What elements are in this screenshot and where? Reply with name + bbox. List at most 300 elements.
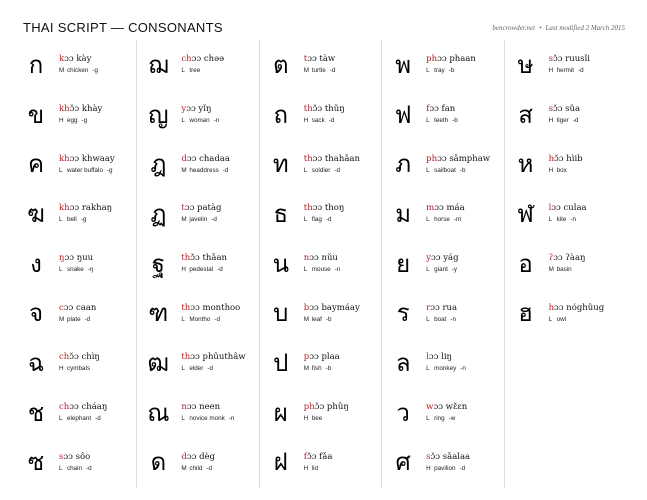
final-sound: -n xyxy=(213,117,220,125)
final-sound: -d xyxy=(95,415,101,423)
initial-sound: f xyxy=(303,451,307,462)
initial-sound: p xyxy=(303,352,310,363)
initial-sound: s xyxy=(59,451,64,462)
initial-sound: r xyxy=(426,302,431,313)
tone-class: L xyxy=(59,166,63,174)
letter-name xyxy=(59,402,107,413)
final-sound: -d xyxy=(334,166,340,174)
gloss: leaf xyxy=(311,315,322,323)
consonant-info xyxy=(304,203,345,224)
consonant-info xyxy=(59,154,115,175)
letter-name-rest: ɔ̌ɔ hìib xyxy=(554,153,583,164)
thai-letter: ห xyxy=(517,150,534,179)
letter-name-rest: ɔɔ patàg xyxy=(184,203,222,214)
tone-class: M xyxy=(59,315,65,323)
final-sound: -b xyxy=(459,166,466,174)
letter-meta xyxy=(304,414,349,423)
final-sound: -b xyxy=(325,315,332,323)
thai-letter: ส xyxy=(518,100,533,129)
thai-letter: ฏ xyxy=(150,199,167,228)
thai-letter: ษ xyxy=(517,50,534,79)
tone-class: L xyxy=(548,216,553,224)
initial-sound: ph xyxy=(303,402,315,413)
consonant-info xyxy=(426,303,457,324)
consonant-info xyxy=(304,303,360,324)
consonant-column xyxy=(505,40,627,488)
consonant-info xyxy=(426,452,470,473)
consonant-info xyxy=(59,54,98,75)
consonant-info xyxy=(426,203,464,224)
thai-letter: บ xyxy=(273,299,289,328)
letter-name-rest: ɔ̌ɔ thǔŋ xyxy=(312,104,345,115)
thai-letter: ฆ xyxy=(27,199,45,228)
initial-sound: ph xyxy=(426,153,438,164)
letter-name-rest: ɔ̌ɔ thǎan xyxy=(190,253,228,264)
letter-meta xyxy=(549,66,590,75)
final-sound: -ŋ xyxy=(87,266,94,274)
initial-sound: th xyxy=(303,203,313,214)
gloss: Montho xyxy=(189,315,211,323)
gloss: boat xyxy=(434,315,447,323)
consonant-info xyxy=(59,303,96,324)
consonant-cell xyxy=(382,90,503,140)
consonant-info xyxy=(181,54,224,75)
initial-sound: y xyxy=(181,104,187,115)
final-sound: -w xyxy=(448,415,456,423)
final-sound: -d xyxy=(217,266,223,274)
initial-sound: th xyxy=(181,302,191,313)
gloss: snake xyxy=(67,266,84,274)
consonant-cell xyxy=(382,438,503,488)
credit-separator: • xyxy=(539,24,542,32)
initial-sound: th xyxy=(181,352,191,363)
consonant-cell xyxy=(260,239,381,289)
letter-meta xyxy=(549,265,586,274)
letter-meta xyxy=(59,116,102,125)
letter-meta xyxy=(549,166,583,175)
consonant-cell xyxy=(15,438,136,488)
consonant-info xyxy=(181,154,230,175)
consonant-info xyxy=(549,303,605,324)
gloss: lid xyxy=(311,464,319,472)
letter-meta xyxy=(181,464,215,473)
thai-letter: น xyxy=(272,249,289,278)
gloss: woman xyxy=(189,117,210,125)
gloss: sailboat xyxy=(434,166,456,174)
tone-class: L xyxy=(303,266,308,274)
tone-class: H xyxy=(303,415,309,423)
thai-letter: ธ xyxy=(273,199,289,228)
consonant-info xyxy=(549,203,587,224)
thai-letter: จ xyxy=(28,299,44,328)
consonant-info xyxy=(304,104,345,125)
final-sound: -d xyxy=(459,464,466,472)
initial-sound: d xyxy=(181,451,187,462)
letter-meta xyxy=(549,116,581,125)
consonant-column xyxy=(15,40,137,488)
gloss: basin xyxy=(556,266,572,274)
initial-sound: h xyxy=(548,153,555,164)
gloss: elephant xyxy=(67,415,92,423)
consonant-cell xyxy=(260,139,381,189)
consonant-cell xyxy=(382,388,503,438)
letter-name-rest: ɔɔ caan xyxy=(63,302,97,313)
letter-name xyxy=(59,54,98,65)
consonant-cell xyxy=(382,338,503,388)
consonant-cell xyxy=(260,338,381,388)
letter-name-rest: ɔɔ ʔàaŋ xyxy=(553,253,586,264)
letter-name xyxy=(59,154,115,165)
final-sound: -b xyxy=(452,117,458,125)
final-sound: -n xyxy=(570,216,576,224)
thai-letter: ย xyxy=(396,249,411,278)
gloss: tree xyxy=(189,67,201,75)
gloss: horse xyxy=(434,216,450,224)
initial-sound: s xyxy=(548,54,553,65)
letter-meta xyxy=(426,315,457,324)
thai-letter: ท xyxy=(272,150,289,179)
consonant-cell xyxy=(260,90,381,140)
consonant-cell xyxy=(382,139,503,189)
thai-letter: ม xyxy=(395,199,412,228)
tone-class: H xyxy=(548,117,554,125)
initial-sound: ch xyxy=(59,352,70,363)
consonant-cell xyxy=(505,139,627,189)
initial-sound: ŋ xyxy=(59,253,65,264)
final-sound: -d xyxy=(206,464,212,472)
tone-class: H xyxy=(59,117,64,125)
consonant-cell xyxy=(382,288,503,338)
consonant-info xyxy=(304,402,349,423)
initial-sound: s xyxy=(548,104,553,115)
initial-sound: h xyxy=(548,302,555,313)
final-sound: -n xyxy=(334,266,341,274)
gloss: bee xyxy=(311,415,323,423)
letter-name xyxy=(59,352,100,363)
letter-name xyxy=(304,54,336,65)
letter-meta xyxy=(59,265,93,274)
letter-meta xyxy=(304,66,336,75)
site-link[interactable]: bencrowder.net xyxy=(492,24,536,32)
tone-class: M xyxy=(181,166,187,174)
consonant-cell xyxy=(15,338,136,388)
initial-sound: n xyxy=(181,402,187,413)
letter-name xyxy=(426,253,458,264)
tone-class: H xyxy=(426,464,431,472)
gloss: teeth xyxy=(434,117,449,125)
gloss: javelin xyxy=(189,216,208,224)
final-sound: -g xyxy=(106,166,113,174)
consonant-info xyxy=(426,402,467,423)
tone-class: L xyxy=(426,266,430,274)
letter-name-rest: ɔɔ wɛ̌ɛn xyxy=(433,402,468,413)
initial-sound: ph xyxy=(426,54,438,65)
thai-letter: พ xyxy=(395,50,412,79)
letter-name-rest: ɔɔ kày xyxy=(64,54,92,65)
letter-name xyxy=(181,104,219,115)
letter-name-rest: ɔɔ cháaŋ xyxy=(69,402,108,413)
final-sound: -n xyxy=(460,365,466,373)
gloss: tiger xyxy=(556,117,569,125)
letter-name-rest: ɔɔ máa xyxy=(434,203,465,214)
consonant-cell xyxy=(137,139,258,189)
letter-meta xyxy=(426,66,476,75)
final-sound: -d xyxy=(329,67,336,75)
thai-letter: ฌ xyxy=(148,50,169,79)
gloss: plate xyxy=(67,315,81,323)
consonant-cell xyxy=(260,388,381,438)
consonant-cell xyxy=(260,189,381,239)
letter-name xyxy=(549,253,586,264)
letter-name xyxy=(304,203,345,214)
letter-name xyxy=(304,452,333,463)
tone-class: L xyxy=(181,415,185,423)
final-sound: -d xyxy=(86,464,92,472)
consonant-cell xyxy=(137,90,258,140)
letter-name-rest: ɔɔ culaa xyxy=(551,203,587,214)
consonant-cell xyxy=(505,40,627,90)
final-sound: -g xyxy=(80,216,87,224)
consonant-cell xyxy=(260,40,381,90)
gloss: bell xyxy=(67,216,77,224)
letter-name-rest: ɔɔ plaa xyxy=(309,352,340,363)
letter-name-rest: ɔɔ neen xyxy=(186,402,221,413)
thai-letter: ถ xyxy=(273,100,289,129)
initial-sound: s xyxy=(426,451,431,462)
gloss: monkey xyxy=(434,365,457,373)
letter-name-rest: ɔ̌ɔ chìŋ xyxy=(69,352,100,363)
gloss: mouse xyxy=(311,266,331,274)
gloss: water buffalo xyxy=(67,166,103,174)
initial-sound: th xyxy=(303,153,313,164)
thai-letter: ญ xyxy=(148,100,169,129)
letter-meta xyxy=(59,215,112,224)
letter-name xyxy=(181,253,227,264)
gloss: pedestal xyxy=(189,266,214,274)
consonant-cell xyxy=(260,438,381,488)
consonant-info xyxy=(59,253,93,274)
letter-name xyxy=(549,203,587,214)
initial-sound: ʔ xyxy=(548,253,554,264)
consonant-column xyxy=(382,40,504,488)
tone-class: L xyxy=(303,166,308,174)
consonant-cell xyxy=(505,239,627,289)
thai-letter: ฉ xyxy=(27,348,45,377)
consonant-info xyxy=(181,253,227,274)
final-sound: -d xyxy=(211,216,217,224)
initial-sound: kh xyxy=(59,153,70,164)
tone-class: H xyxy=(181,266,186,274)
letter-meta xyxy=(426,364,466,373)
gloss: owl xyxy=(556,315,567,323)
tone-class: M xyxy=(548,266,554,274)
letter-meta xyxy=(304,215,345,224)
letter-name xyxy=(549,154,583,165)
final-sound: -d xyxy=(572,117,579,125)
letter-meta xyxy=(426,265,458,274)
thai-letter: ร xyxy=(396,299,410,328)
gloss: box xyxy=(556,166,567,174)
letter-name xyxy=(304,104,345,115)
consonant-info xyxy=(181,104,219,125)
thai-letter: ต xyxy=(272,50,289,79)
letter-name xyxy=(304,352,340,363)
final-sound: -y xyxy=(451,266,458,274)
thai-letter: ฐ xyxy=(151,249,166,278)
consonant-info xyxy=(426,352,466,373)
initial-sound: ch xyxy=(181,54,192,65)
initial-sound: ch xyxy=(59,402,70,413)
letter-name xyxy=(426,303,457,314)
consonant-info xyxy=(426,54,476,75)
letter-meta xyxy=(59,315,96,324)
letter-meta xyxy=(304,464,333,473)
tone-class: L xyxy=(426,117,430,125)
letter-name-rest: ɔɔ sôo xyxy=(63,451,91,462)
letter-name-rest: ɔɔ phûuthâw xyxy=(190,352,246,363)
letter-name-rest: ɔɔ rua xyxy=(430,302,458,313)
thai-letter: อ xyxy=(518,249,533,278)
tone-class: M xyxy=(59,67,65,75)
letter-name xyxy=(181,54,224,65)
gloss: flag xyxy=(311,216,322,224)
consonant-column xyxy=(137,40,259,488)
consonant-cell xyxy=(15,388,136,438)
thai-letter: ง xyxy=(30,249,42,278)
initial-sound: kh xyxy=(59,104,70,115)
letter-name xyxy=(181,402,234,413)
letter-meta xyxy=(59,66,98,75)
final-sound: -b xyxy=(448,67,455,75)
letter-name xyxy=(304,154,360,165)
letter-meta xyxy=(304,116,345,125)
thai-letter: ด xyxy=(150,448,167,477)
tone-class: H xyxy=(548,166,554,174)
consonant-cell xyxy=(505,189,627,239)
initial-sound: f xyxy=(426,104,430,115)
initial-sound: w xyxy=(426,402,434,413)
consonant-info xyxy=(59,452,92,473)
letter-meta xyxy=(304,265,341,274)
letter-name-rest: ɔ̌ɔ sǔa xyxy=(552,104,581,115)
credit-line xyxy=(488,24,625,32)
tone-class: M xyxy=(181,216,187,224)
consonant-cell xyxy=(382,239,503,289)
gloss: tray xyxy=(434,67,445,75)
thai-letter: ก xyxy=(28,50,44,79)
letter-name-rest: ɔɔ fan xyxy=(429,104,456,115)
tone-class: M xyxy=(303,315,310,323)
thai-letter: ภ xyxy=(395,150,412,179)
letter-name xyxy=(59,303,96,314)
tone-class: M xyxy=(181,464,187,472)
letter-meta xyxy=(181,315,240,324)
letter-name-rest: ɔɔ dèg xyxy=(186,451,215,462)
consonant-info xyxy=(59,352,100,373)
consonant-info xyxy=(304,54,336,75)
letter-meta xyxy=(59,166,115,175)
gloss: chicken xyxy=(67,67,89,75)
letter-name xyxy=(181,203,221,214)
tone-class: L xyxy=(59,216,63,224)
gloss: sack xyxy=(311,117,325,125)
final-sound: -d xyxy=(325,216,332,224)
tone-class: H xyxy=(548,67,554,75)
initial-sound: l xyxy=(548,203,552,214)
initial-sound: k xyxy=(59,54,65,65)
letter-name-rest: ɔ̌ɔ ruusǐi xyxy=(552,54,590,65)
gloss: cymbals xyxy=(67,365,91,373)
tone-class: L xyxy=(426,415,430,423)
final-sound: -d xyxy=(328,117,335,125)
consonant-cell xyxy=(260,288,381,338)
letter-meta xyxy=(426,116,458,125)
letter-name xyxy=(181,154,230,165)
letter-meta xyxy=(181,66,224,75)
letter-name-rest: ɔɔ tàw xyxy=(307,54,336,65)
consonant-cell xyxy=(137,338,258,388)
consonant-info xyxy=(426,104,458,125)
letter-name-rest: ɔɔ nǔu xyxy=(309,253,338,264)
gloss: elder xyxy=(189,365,204,373)
letter-name xyxy=(426,203,464,214)
letter-name xyxy=(181,352,245,363)
letter-meta xyxy=(59,464,92,473)
consonant-cell xyxy=(137,438,258,488)
consonant-cell xyxy=(137,40,258,90)
letter-meta xyxy=(181,215,221,224)
letter-meta xyxy=(181,414,234,423)
consonant-column xyxy=(260,40,382,488)
thai-letter: ศ xyxy=(395,448,411,477)
tone-class: H xyxy=(59,365,64,373)
consonant-cell xyxy=(15,239,136,289)
letter-name xyxy=(426,402,467,413)
letter-meta xyxy=(304,364,340,373)
initial-sound: th xyxy=(181,253,191,264)
final-sound: -n xyxy=(450,315,457,323)
final-sound: -d xyxy=(207,365,214,373)
consonant-info xyxy=(304,154,360,175)
tone-class: L xyxy=(59,464,63,472)
tone-class: L xyxy=(303,216,308,224)
initial-sound: l xyxy=(426,352,429,363)
letter-name-rest: ɔ̌ɔ khày xyxy=(69,104,103,115)
final-sound: -g xyxy=(92,67,98,75)
thai-letter: ฟ xyxy=(394,100,412,129)
letter-name xyxy=(181,303,240,314)
tone-class: M xyxy=(303,365,310,373)
consonant-cell xyxy=(15,189,136,239)
letter-meta xyxy=(59,414,107,423)
letter-name-rest: ɔɔ yǐŋ xyxy=(186,104,212,115)
initial-sound: b xyxy=(303,302,310,313)
letter-meta xyxy=(426,215,464,224)
thai-letter: ซ xyxy=(27,448,45,477)
final-sound: -d xyxy=(214,315,221,323)
letter-name xyxy=(59,104,102,115)
letter-name-rest: ɔɔ ŋuu xyxy=(64,253,94,264)
letter-name xyxy=(426,352,466,363)
gloss: chain xyxy=(67,464,83,472)
thai-letter: ฎ xyxy=(150,150,167,179)
consonant-cell xyxy=(15,288,136,338)
consonant-cell xyxy=(137,189,258,239)
consonant-cell xyxy=(15,90,136,140)
consonant-cell xyxy=(137,239,258,289)
initial-sound: y xyxy=(426,253,431,264)
tone-class: L xyxy=(426,216,430,224)
